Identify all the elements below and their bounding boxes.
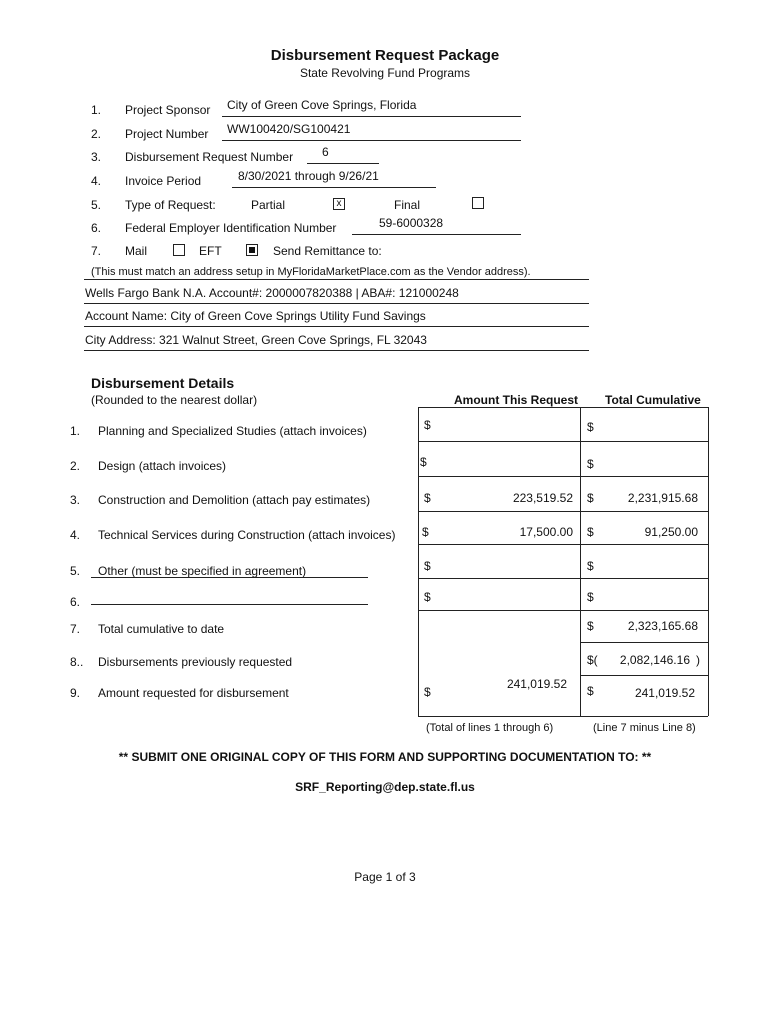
submit-email[interactable]: SRF_Reporting@dep.state.fl.us (295, 780, 475, 794)
request-number-label: Disbursement Request Number (125, 150, 294, 164)
table-row-divider (418, 610, 708, 611)
cumulative-suffix: ) (696, 653, 700, 667)
details-heading: Disbursement Details (91, 375, 235, 391)
field-number: 3. (91, 150, 102, 164)
line-number: 5. (70, 564, 81, 578)
line-6-blank[interactable] (91, 604, 368, 605)
request-footnote: (Total of lines 1 through 6) (426, 722, 554, 734)
cumulative-amount[interactable]: 2,082,146.16 (619, 653, 690, 667)
line-label: Construction and Demolition (attach pay estimates) (98, 493, 371, 507)
mail-label: Mail (125, 244, 148, 258)
page-title: Disbursement Request Package (270, 47, 500, 64)
project-sponsor-value[interactable]: City of Green Cove Springs, Florida (227, 98, 417, 112)
project-number-value[interactable]: WW100420/SG100421 (227, 122, 351, 136)
line-number: 4. (70, 528, 81, 542)
fein-label: Federal Employer Identification Number (125, 221, 337, 235)
field-number: 6. (91, 221, 102, 235)
cumulative-currency: $ (587, 559, 594, 573)
cumulative-amount[interactable]: 91,250.00 (644, 525, 698, 539)
invoice-period-value[interactable]: 8/30/2021 through 9/26/21 (238, 169, 379, 183)
fein-line (352, 234, 521, 235)
line-label: Total cumulative to date (98, 622, 225, 636)
line-number: 9. (70, 686, 81, 700)
currency-symbol: $ (424, 418, 431, 432)
city-address-line (84, 350, 589, 351)
table-border-bottom (418, 716, 708, 717)
currency-symbol: $ (422, 525, 429, 539)
bank-account-line (84, 303, 589, 304)
currency-symbol: $ (420, 455, 427, 469)
amount-request-header: Amount This Request (454, 393, 579, 407)
cumulative-currency: $ (587, 420, 594, 434)
project-number-line (222, 140, 521, 141)
account-name-line (84, 326, 589, 327)
total-cumulative-header: Total Cumulative (605, 393, 701, 407)
field-number: 2. (91, 127, 102, 141)
project-number-label: Project Number (125, 127, 209, 141)
partial-checkbox[interactable]: x (333, 198, 345, 210)
line-number: 6. (70, 595, 81, 609)
table-row-divider (580, 642, 708, 643)
table-row-divider (418, 544, 708, 545)
other-line (91, 577, 368, 578)
table-border-top (418, 407, 708, 408)
line-label: Design (attach invoices) (98, 459, 227, 473)
line-number: 1. (70, 424, 81, 438)
partial-label: Partial (251, 198, 286, 212)
table-row-divider (418, 578, 708, 579)
send-remittance-label: Send Remittance to: (273, 244, 382, 258)
currency-symbol: $ (424, 590, 431, 604)
cumulative-currency: $ (587, 491, 594, 505)
eft-label: EFT (199, 244, 222, 258)
line-label: Planning and Specialized Studies (attach invoices) (98, 424, 367, 438)
fein-value[interactable]: 59-6000328 (379, 216, 444, 230)
field-number: 7. (91, 244, 102, 258)
currency-symbol: $ (424, 491, 431, 505)
final-checkbox[interactable] (472, 197, 484, 209)
field-number: 4. (91, 174, 102, 188)
table-border-mid (580, 407, 581, 716)
account-name[interactable]: Account Name: City of Green Cove Springs Utility Fund Savings (85, 309, 426, 323)
invoice-period-line (232, 187, 436, 188)
project-sponsor-label: Project Sponsor (125, 103, 211, 117)
final-label: Final (394, 198, 421, 212)
project-sponsor-line (222, 116, 521, 117)
line-label: Amount requested for disbursement (98, 686, 289, 700)
cumulative-amount[interactable]: 2,231,915.68 (627, 491, 698, 505)
line-number: 2. (70, 459, 81, 473)
line-label: Technical Services during Construction (attach invoices) (98, 528, 396, 542)
line-label: Other (must be specified in agreement) (98, 564, 307, 578)
bank-account[interactable]: Wells Fargo Bank N.A. Account#: 2000007820388 | ABA#: 121000248 (85, 286, 459, 300)
currency-symbol: $ (424, 559, 431, 573)
currency-symbol: $ (424, 685, 431, 699)
field-number: 5. (91, 198, 102, 212)
table-row-divider (418, 476, 708, 477)
table-row-divider (418, 511, 708, 512)
cumulative-currency: $ (587, 525, 594, 539)
field-number: 1. (91, 103, 102, 117)
invoice-period-label: Invoice Period (125, 174, 202, 188)
cumulative-currency: $ (587, 590, 594, 604)
city-address[interactable]: City Address: 321 Walnut Street, Green Cove Springs, FL 32043 (85, 333, 427, 347)
cumulative-currency: $ (587, 619, 594, 633)
cumulative-footnote: (Line 7 minus Line 8) (593, 722, 696, 734)
remittance-note: (This must match an address setup in MyFloridaMarketPlace.com as the Vendor address). (91, 266, 531, 278)
table-row-divider (418, 441, 708, 442)
request-number-line (307, 163, 379, 164)
page-subtitle: State Revolving Fund Programs (299, 66, 471, 80)
eft-checkbox[interactable] (246, 244, 258, 256)
table-border-right (708, 407, 709, 716)
request-amount[interactable]: 223,519.52 (512, 491, 573, 505)
request-amount[interactable]: 241,019.52 (506, 677, 567, 691)
cumulative-prefix: $( (587, 653, 598, 667)
request-number-value[interactable]: 6 (322, 145, 329, 159)
request-amount[interactable]: 17,500.00 (519, 525, 573, 539)
table-border-left (418, 407, 419, 716)
cumulative-currency: $ (587, 457, 594, 471)
request-type-label: Type of Request: (125, 198, 216, 212)
page-number: Page 1 of 3 (354, 870, 416, 884)
remittance-line (84, 279, 589, 280)
cumulative-amount[interactable]: 241,019.52 (634, 686, 695, 700)
line-number: 7. (70, 622, 81, 636)
cumulative-amount[interactable]: 2,323,165.68 (627, 619, 698, 633)
table-row-divider (580, 675, 708, 676)
mail-checkbox[interactable] (173, 244, 185, 256)
line-number: 3. (70, 493, 81, 507)
details-subheading: (Rounded to the nearest dollar) (91, 393, 258, 407)
cumulative-currency: $ (587, 684, 594, 698)
submit-instruction: ** SUBMIT ONE ORIGINAL COPY OF THIS FORM AND SUPPORTING DOCUMENTATION TO: ** (118, 750, 652, 764)
line-label: Disbursements previously requested (98, 655, 293, 669)
line-number: 8.. (70, 655, 84, 669)
